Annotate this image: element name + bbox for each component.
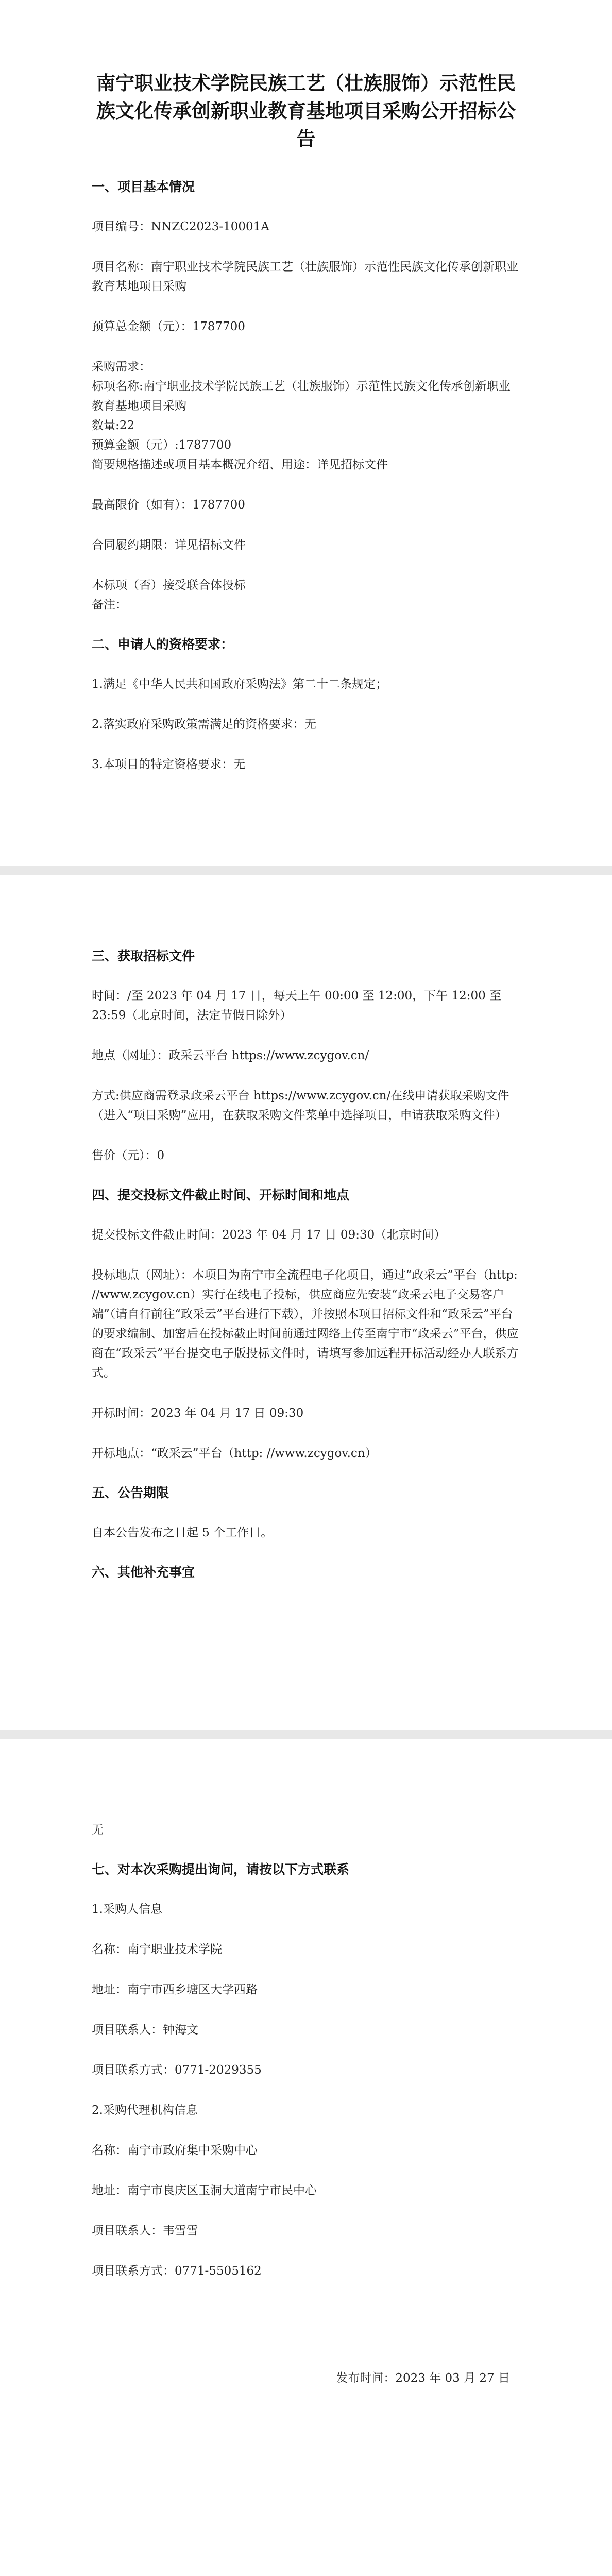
spec-description: 简要规格描述或项目基本概况介绍、用途：详见招标文件 [92,458,388,471]
obtain-time: 时间：/至 2023 年 04 月 17 日，每天上午 00:00 至 12:00，下午 12:00 至 23:59（北京时间，法定节假日除外） [92,989,502,1022]
qualification-3: 3.本项目的特定资格要求：无 [92,758,245,771]
submission-deadline: 提交投标文件截止时间：2023 年 04 月 17 日 09:30（北京时间） [92,1228,446,1242]
contract-period: 合同履约期限：详见招标文件 [92,538,246,552]
section-3-heading: 三、获取招标文件 [92,948,195,963]
buyer-address: 地址：南宁市西乡塘区大学西路 [92,1983,258,1996]
document-title: 南宁职业技术学院民族工艺（壮族服饰）示范性民族文化传承创新职业教育基地项目采购公开招标公告 [96,72,516,150]
section-2-heading: 二、申请人的资格要求： [92,637,234,652]
section-4-heading: 四、提交投标文件截止时间、开标时间和地点 [92,1188,350,1202]
buyer-contact: 项目联系人：钟海文 [92,2023,198,2037]
document-price: 售价（元）：0 [92,1149,165,1162]
agency-info-heading: 2.采购代理机构信息 [92,2104,198,2117]
agency-contact: 项目联系人：韦雪雪 [92,2224,198,2238]
agency-address: 地址：南宁市良庆区玉洞大道南宁市民中心 [92,2184,317,2197]
qualification-1: 1.满足《中华人民共和国政府采购法》第二十二条规定； [92,677,387,691]
buyer-name: 名称：南宁职业技术学院 [92,1943,222,1956]
project-number: 项目编号：NNZC2023-10001A [92,220,269,233]
quantity: 数量:22 [92,419,135,432]
obtain-place: 地点（网址）：政采云平台 https://www.zcygov.cn/ [92,1049,369,1062]
opening-time: 开标时间：2023 年 04 月 17 日 09:30 [92,1406,304,1420]
buyer-info-heading: 1.采购人信息 [92,1903,162,1916]
obtain-method: 方式:供应商需登录政采云平台 https://www.zcygov.cn/在线申请获取采购文件（进入“项目采购”应用，在获取采购文件菜单中选择项目，申请获取采购文件） [92,1089,509,1122]
announcement-period: 自本公告发布之日起 5 个工作日。 [92,1526,273,1539]
consortium-note: 本标项（否）接受联合体投标 [92,579,246,592]
section-1-heading: 一、项目基本情况 [92,179,195,194]
bid-place: 投标地点（网址）：本项目为南宁市全流程电子化项目，通过“政采云”平台（http: //www.zcygov.cn）实行在线电子投标，供应商应先安装“政采云电子交易客户端”（请自行前往“政采云”平台进行下载），并按照本项目招标文件和“政采云”平台的要求编制、加密后在投标截止时间前通过网络上传至南宁市“政采云”平台，供应商在“政采云”平台提交电子版投标文件时，请填写参加远程开标活动经办人联系方式。 [92,1268,519,1380]
page-1 [0,0,612,866]
opening-place: 开标地点：“政采云”平台（http: //www.zcygov.cn） [92,1447,377,1460]
section-7-heading: 七、对本次采购提出询问，请按以下方式联系 [92,1862,350,1877]
buyer-phone: 项目联系方式：0771-2029355 [92,2063,262,2077]
lot-name: 标项名称:南宁职业技术学院民族工艺（壮族服饰）示范性民族文化传承创新职业教育基地项目采购 [92,380,511,413]
remarks: 备注： [92,598,127,612]
max-price: 最高限价（如有）：1787700 [92,498,245,512]
agency-phone: 项目联系方式：0771-5505162 [92,2264,262,2278]
lot-budget: 预算金额（元）:1787700 [92,438,232,452]
section-6-heading: 六、其他补充事宜 [92,1565,195,1580]
project-name: 项目名称：南宁职业技术学院民族工艺（壮族服饰）示范性民族文化传承创新职业教育基地项目采购 [92,260,518,293]
budget-total: 预算总金额（元）：1787700 [92,320,245,333]
page-3 [0,1739,612,2576]
section-5-heading: 五、公告期限 [92,1485,169,1500]
agency-name: 名称：南宁市政府集中采购中心 [92,2144,258,2157]
page-2 [0,875,612,1730]
requirements-heading: 采购需求： [92,360,151,374]
qualification-2: 2.落实政府采购政策需满足的资格要求：无 [92,718,316,731]
supplement-none: 无 [92,1823,104,1837]
publish-time: 发布时间：2023 年 03 月 27 日 [336,2371,510,2385]
